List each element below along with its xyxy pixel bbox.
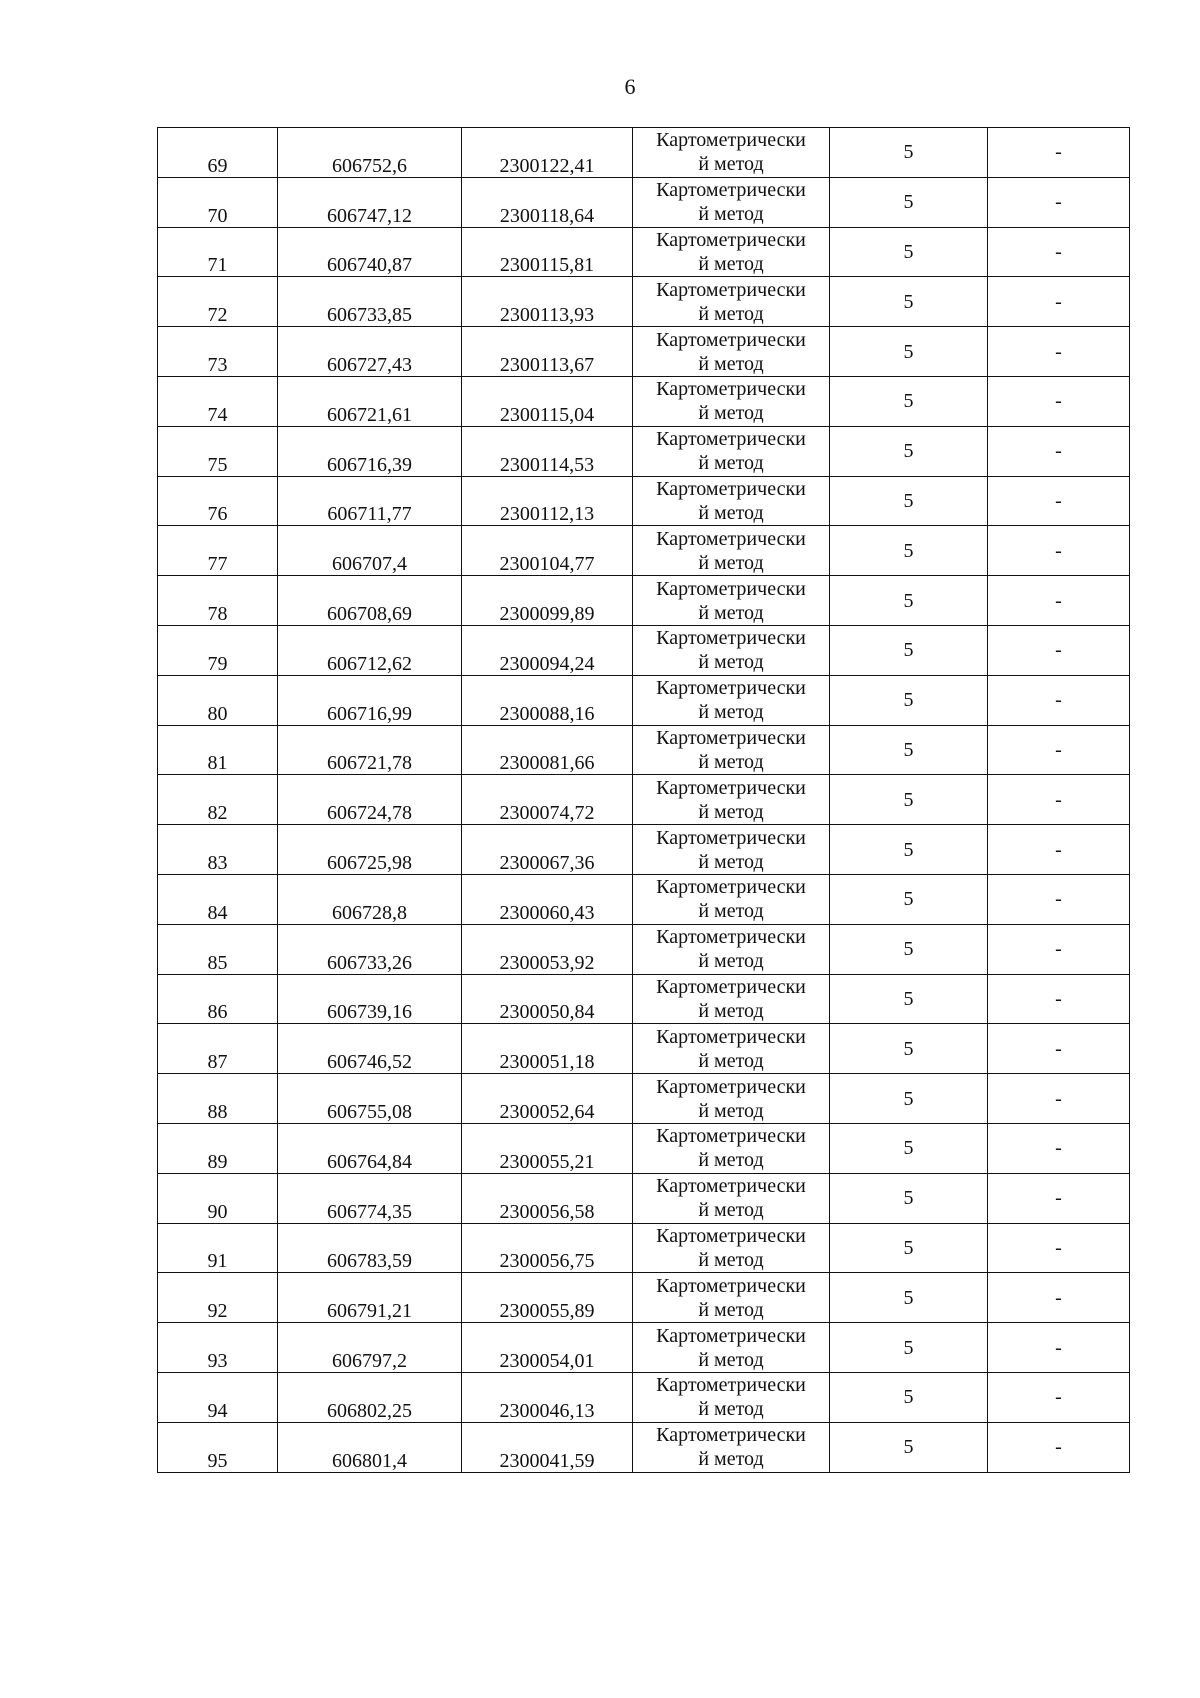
description-cell: - bbox=[988, 1074, 1130, 1124]
description-cell: - bbox=[988, 1323, 1130, 1373]
method-cell bbox=[633, 675, 830, 725]
point-number-cell: 71 bbox=[158, 227, 278, 277]
method-label-line1: Картометрически bbox=[656, 1324, 806, 1347]
x-coordinate-cell: 606739,16 bbox=[278, 974, 462, 1024]
description-cell: - bbox=[988, 128, 1130, 178]
y-coordinate-cell: 2300081,66 bbox=[462, 725, 633, 775]
description-cell: - bbox=[988, 775, 1130, 825]
accuracy-cell: 5 bbox=[830, 426, 988, 476]
method-label-line2: й метод bbox=[698, 153, 764, 176]
description-cell: - bbox=[988, 825, 1130, 875]
y-coordinate-cell: 2300054,01 bbox=[462, 1323, 633, 1373]
point-number-cell: 86 bbox=[158, 974, 278, 1024]
table-row bbox=[158, 874, 1130, 924]
x-coordinate-cell: 606746,52 bbox=[278, 1024, 462, 1074]
table-row bbox=[158, 426, 1130, 476]
accuracy-cell: 5 bbox=[830, 1323, 988, 1373]
method-label-line2: й метод bbox=[698, 1199, 764, 1222]
method-label-line2: й метод bbox=[698, 651, 764, 674]
method-label-line1: Картометрически bbox=[656, 328, 806, 351]
y-coordinate-cell: 2300046,13 bbox=[462, 1372, 633, 1422]
accuracy-cell: 5 bbox=[830, 874, 988, 924]
accuracy-cell: 5 bbox=[830, 775, 988, 825]
point-number-cell: 77 bbox=[158, 526, 278, 576]
table-row bbox=[158, 974, 1130, 1024]
point-number-cell: 83 bbox=[158, 825, 278, 875]
accuracy-cell: 5 bbox=[830, 277, 988, 327]
method-label-line2: й метод bbox=[698, 501, 764, 524]
description-cell: - bbox=[988, 675, 1130, 725]
method-cell bbox=[633, 277, 830, 327]
description-cell: - bbox=[988, 177, 1130, 227]
description-cell: - bbox=[988, 476, 1130, 526]
x-coordinate-cell: 606774,35 bbox=[278, 1173, 462, 1223]
method-label-line2: й метод bbox=[698, 1099, 764, 1122]
x-coordinate-cell: 606728,8 bbox=[278, 874, 462, 924]
x-coordinate-cell: 606783,59 bbox=[278, 1223, 462, 1273]
description-cell: - bbox=[988, 1123, 1130, 1173]
description-cell: - bbox=[988, 376, 1130, 426]
description-cell: - bbox=[988, 1024, 1130, 1074]
method-label-line2: й метод bbox=[698, 601, 764, 624]
description-cell: - bbox=[988, 874, 1130, 924]
accuracy-cell: 5 bbox=[830, 128, 988, 178]
x-coordinate-cell: 606724,78 bbox=[278, 775, 462, 825]
point-number-cell: 92 bbox=[158, 1273, 278, 1323]
table-row bbox=[158, 775, 1130, 825]
table-row bbox=[158, 1223, 1130, 1273]
description-cell: - bbox=[988, 1372, 1130, 1422]
table-row bbox=[158, 725, 1130, 775]
y-coordinate-cell: 2300041,59 bbox=[462, 1422, 633, 1472]
accuracy-cell: 5 bbox=[830, 526, 988, 576]
point-number-cell: 69 bbox=[158, 128, 278, 178]
description-cell: - bbox=[988, 625, 1130, 675]
table-row bbox=[158, 625, 1130, 675]
point-number-cell: 90 bbox=[158, 1173, 278, 1223]
method-cell bbox=[633, 1173, 830, 1223]
method-cell bbox=[633, 1422, 830, 1472]
y-coordinate-cell: 2300052,64 bbox=[462, 1074, 633, 1124]
point-number-cell: 81 bbox=[158, 725, 278, 775]
method-label-line1: Картометрически bbox=[656, 179, 806, 202]
description-cell: - bbox=[988, 327, 1130, 377]
accuracy-cell: 5 bbox=[830, 177, 988, 227]
accuracy-cell: 5 bbox=[830, 825, 988, 875]
method-label-line2: й метод bbox=[698, 203, 764, 226]
y-coordinate-cell: 2300099,89 bbox=[462, 576, 633, 626]
method-cell bbox=[633, 1273, 830, 1323]
y-coordinate-cell: 2300115,81 bbox=[462, 227, 633, 277]
method-label-line1: Картометрически bbox=[656, 776, 806, 799]
description-cell: - bbox=[988, 1173, 1130, 1223]
method-cell bbox=[633, 924, 830, 974]
accuracy-cell: 5 bbox=[830, 1372, 988, 1422]
method-cell bbox=[633, 1024, 830, 1074]
accuracy-cell: 5 bbox=[830, 576, 988, 626]
accuracy-cell: 5 bbox=[830, 1273, 988, 1323]
method-label-line2: й метод bbox=[698, 900, 764, 923]
method-label-line1: Картометрически bbox=[656, 577, 806, 600]
x-coordinate-cell: 606764,84 bbox=[278, 1123, 462, 1173]
y-coordinate-cell: 2300053,92 bbox=[462, 924, 633, 974]
method-label-line1: Картометрически bbox=[656, 129, 806, 152]
accuracy-cell: 5 bbox=[830, 1173, 988, 1223]
accuracy-cell: 5 bbox=[830, 974, 988, 1024]
y-coordinate-cell: 2300074,72 bbox=[462, 775, 633, 825]
table-row bbox=[158, 128, 1130, 178]
point-number-cell: 93 bbox=[158, 1323, 278, 1373]
x-coordinate-cell: 606802,25 bbox=[278, 1372, 462, 1422]
method-label-line1: Картометрически bbox=[656, 428, 806, 451]
y-coordinate-cell: 2300055,89 bbox=[462, 1273, 633, 1323]
method-label-line2: й метод bbox=[698, 352, 764, 375]
x-coordinate-cell: 606716,39 bbox=[278, 426, 462, 476]
x-coordinate-cell: 606712,62 bbox=[278, 625, 462, 675]
y-coordinate-cell: 2300088,16 bbox=[462, 675, 633, 725]
accuracy-cell: 5 bbox=[830, 1024, 988, 1074]
description-cell: - bbox=[988, 924, 1130, 974]
table-row bbox=[158, 1372, 1130, 1422]
method-label-line1: Картометрически bbox=[656, 1125, 806, 1148]
x-coordinate-cell: 606747,12 bbox=[278, 177, 462, 227]
method-cell bbox=[633, 974, 830, 1024]
method-label-line1: Картометрически bbox=[656, 975, 806, 998]
page-number: 6 bbox=[624, 74, 636, 99]
method-label-line2: й метод bbox=[698, 1149, 764, 1172]
method-label-line2: й метод bbox=[698, 701, 764, 724]
y-coordinate-cell: 2300056,58 bbox=[462, 1173, 633, 1223]
method-label-line1: Картометрически bbox=[656, 926, 806, 949]
method-label-line1: Картометрически bbox=[656, 876, 806, 899]
y-coordinate-cell: 2300115,04 bbox=[462, 376, 633, 426]
table-row bbox=[158, 227, 1130, 277]
accuracy-cell: 5 bbox=[830, 675, 988, 725]
method-label-line2: й метод bbox=[698, 302, 764, 325]
method-label-line2: й метод bbox=[698, 750, 764, 773]
point-number-cell: 87 bbox=[158, 1024, 278, 1074]
description-cell: - bbox=[988, 1422, 1130, 1472]
method-cell bbox=[633, 526, 830, 576]
method-label-line2: й метод bbox=[698, 1049, 764, 1072]
accuracy-cell: 5 bbox=[830, 924, 988, 974]
method-label-line1: Картометрически bbox=[656, 1025, 806, 1048]
table-row bbox=[158, 924, 1130, 974]
table-row bbox=[158, 476, 1130, 526]
method-label-line2: й метод bbox=[698, 452, 764, 475]
x-coordinate-cell: 606727,43 bbox=[278, 327, 462, 377]
y-coordinate-cell: 2300113,67 bbox=[462, 327, 633, 377]
y-coordinate-cell: 2300122,41 bbox=[462, 128, 633, 178]
method-cell bbox=[633, 1223, 830, 1273]
point-number-cell: 88 bbox=[158, 1074, 278, 1124]
table-row bbox=[158, 177, 1130, 227]
method-label-line1: Картометрически bbox=[656, 278, 806, 301]
accuracy-cell: 5 bbox=[830, 1123, 988, 1173]
method-label-line2: й метод bbox=[698, 800, 764, 823]
table-row bbox=[158, 277, 1130, 327]
x-coordinate-cell: 606725,98 bbox=[278, 825, 462, 875]
method-label-line2: й метод bbox=[698, 850, 764, 873]
method-label-line1: Картометрически bbox=[656, 1274, 806, 1297]
point-number-cell: 80 bbox=[158, 675, 278, 725]
method-label-line1: Картометрически bbox=[656, 228, 806, 251]
table-row bbox=[158, 1273, 1130, 1323]
method-label-line2: й метод bbox=[698, 1248, 764, 1271]
description-cell: - bbox=[988, 426, 1130, 476]
y-coordinate-cell: 2300094,24 bbox=[462, 625, 633, 675]
x-coordinate-cell: 606707,4 bbox=[278, 526, 462, 576]
y-coordinate-cell: 2300067,36 bbox=[462, 825, 633, 875]
accuracy-cell: 5 bbox=[830, 1074, 988, 1124]
point-number-cell: 73 bbox=[158, 327, 278, 377]
y-coordinate-cell: 2300112,13 bbox=[462, 476, 633, 526]
description-cell: - bbox=[988, 576, 1130, 626]
y-coordinate-cell: 2300104,77 bbox=[462, 526, 633, 576]
coordinates-table bbox=[157, 127, 1130, 1473]
table-row bbox=[158, 327, 1130, 377]
method-cell bbox=[633, 576, 830, 626]
x-coordinate-cell: 606733,85 bbox=[278, 277, 462, 327]
y-coordinate-cell: 2300113,93 bbox=[462, 277, 633, 327]
accuracy-cell: 5 bbox=[830, 476, 988, 526]
method-label-line1: Картометрически bbox=[656, 1374, 806, 1397]
description-cell: - bbox=[988, 227, 1130, 277]
y-coordinate-cell: 2300060,43 bbox=[462, 874, 633, 924]
description-cell: - bbox=[988, 1273, 1130, 1323]
coordinates-table-body bbox=[158, 128, 1130, 1473]
accuracy-cell: 5 bbox=[830, 227, 988, 277]
x-coordinate-cell: 606721,61 bbox=[278, 376, 462, 426]
x-coordinate-cell: 606752,6 bbox=[278, 128, 462, 178]
y-coordinate-cell: 2300114,53 bbox=[462, 426, 633, 476]
table-row bbox=[158, 1074, 1130, 1124]
method-label-line1: Картометрически bbox=[656, 1424, 806, 1447]
point-number-cell: 94 bbox=[158, 1372, 278, 1422]
point-number-cell: 74 bbox=[158, 376, 278, 426]
x-coordinate-cell: 606755,08 bbox=[278, 1074, 462, 1124]
method-cell bbox=[633, 227, 830, 277]
point-number-cell: 70 bbox=[158, 177, 278, 227]
y-coordinate-cell: 2300055,21 bbox=[462, 1123, 633, 1173]
table-row bbox=[158, 526, 1130, 576]
description-cell: - bbox=[988, 277, 1130, 327]
point-number-cell: 82 bbox=[158, 775, 278, 825]
point-number-cell: 72 bbox=[158, 277, 278, 327]
method-cell bbox=[633, 775, 830, 825]
point-number-cell: 76 bbox=[158, 476, 278, 526]
x-coordinate-cell: 606708,69 bbox=[278, 576, 462, 626]
method-cell bbox=[633, 1372, 830, 1422]
method-cell bbox=[633, 1123, 830, 1173]
x-coordinate-cell: 606733,26 bbox=[278, 924, 462, 974]
method-label-line2: й метод bbox=[698, 551, 764, 574]
x-coordinate-cell: 606801,4 bbox=[278, 1422, 462, 1472]
table-row bbox=[158, 1123, 1130, 1173]
method-cell bbox=[633, 1074, 830, 1124]
method-cell bbox=[633, 625, 830, 675]
method-label-line2: й метод bbox=[698, 1448, 764, 1471]
method-label-line2: й метод bbox=[698, 999, 764, 1022]
method-cell bbox=[633, 874, 830, 924]
table-row bbox=[158, 1173, 1130, 1223]
method-cell bbox=[633, 476, 830, 526]
point-number-cell: 84 bbox=[158, 874, 278, 924]
method-label-line1: Картометрически bbox=[656, 726, 806, 749]
method-label-line2: й метод bbox=[698, 252, 764, 275]
method-label-line1: Картометрически bbox=[656, 826, 806, 849]
description-cell: - bbox=[988, 725, 1130, 775]
point-number-cell: 78 bbox=[158, 576, 278, 626]
method-label-line1: Картометрически bbox=[656, 627, 806, 650]
accuracy-cell: 5 bbox=[830, 1422, 988, 1472]
method-label-line2: й метод bbox=[698, 950, 764, 973]
accuracy-cell: 5 bbox=[830, 1223, 988, 1273]
table-row bbox=[158, 825, 1130, 875]
method-label-line2: й метод bbox=[698, 402, 764, 425]
method-label-line1: Картометрически bbox=[656, 527, 806, 550]
y-coordinate-cell: 2300118,64 bbox=[462, 177, 633, 227]
description-cell: - bbox=[988, 1223, 1130, 1273]
method-label-line1: Картометрически bbox=[656, 677, 806, 700]
x-coordinate-cell: 606711,77 bbox=[278, 476, 462, 526]
description-cell: - bbox=[988, 526, 1130, 576]
method-label-line2: й метод bbox=[698, 1398, 764, 1421]
x-coordinate-cell: 606797,2 bbox=[278, 1323, 462, 1373]
method-cell bbox=[633, 128, 830, 178]
method-cell bbox=[633, 177, 830, 227]
method-label-line1: Картометрически bbox=[656, 378, 806, 401]
method-cell bbox=[633, 426, 830, 476]
point-number-cell: 91 bbox=[158, 1223, 278, 1273]
method-label-line2: й метод bbox=[698, 1298, 764, 1321]
y-coordinate-cell: 2300051,18 bbox=[462, 1024, 633, 1074]
table-row bbox=[158, 576, 1130, 626]
point-number-cell: 95 bbox=[158, 1422, 278, 1472]
y-coordinate-cell: 2300050,84 bbox=[462, 974, 633, 1024]
method-label-line1: Картометрически bbox=[656, 1175, 806, 1198]
table-row bbox=[158, 376, 1130, 426]
point-number-cell: 85 bbox=[158, 924, 278, 974]
x-coordinate-cell: 606740,87 bbox=[278, 227, 462, 277]
method-label-line1: Картометрически bbox=[656, 1075, 806, 1098]
method-cell bbox=[633, 376, 830, 426]
accuracy-cell: 5 bbox=[830, 327, 988, 377]
table-row bbox=[158, 1323, 1130, 1373]
method-cell bbox=[633, 1323, 830, 1373]
method-cell bbox=[633, 725, 830, 775]
y-coordinate-cell: 2300056,75 bbox=[462, 1223, 633, 1273]
method-label-line1: Картометрически bbox=[656, 477, 806, 500]
method-cell bbox=[633, 825, 830, 875]
table-row bbox=[158, 1422, 1130, 1472]
table-row bbox=[158, 1024, 1130, 1074]
method-label-line1: Картометрически bbox=[656, 1224, 806, 1247]
description-cell: - bbox=[988, 974, 1130, 1024]
accuracy-cell: 5 bbox=[830, 725, 988, 775]
accuracy-cell: 5 bbox=[830, 625, 988, 675]
x-coordinate-cell: 606721,78 bbox=[278, 725, 462, 775]
table-row bbox=[158, 675, 1130, 725]
method-cell bbox=[633, 327, 830, 377]
point-number-cell: 89 bbox=[158, 1123, 278, 1173]
x-coordinate-cell: 606791,21 bbox=[278, 1273, 462, 1323]
x-coordinate-cell: 606716,99 bbox=[278, 675, 462, 725]
accuracy-cell: 5 bbox=[830, 376, 988, 426]
point-number-cell: 75 bbox=[158, 426, 278, 476]
method-label-line2: й метод bbox=[698, 1348, 764, 1371]
point-number-cell: 79 bbox=[158, 625, 278, 675]
